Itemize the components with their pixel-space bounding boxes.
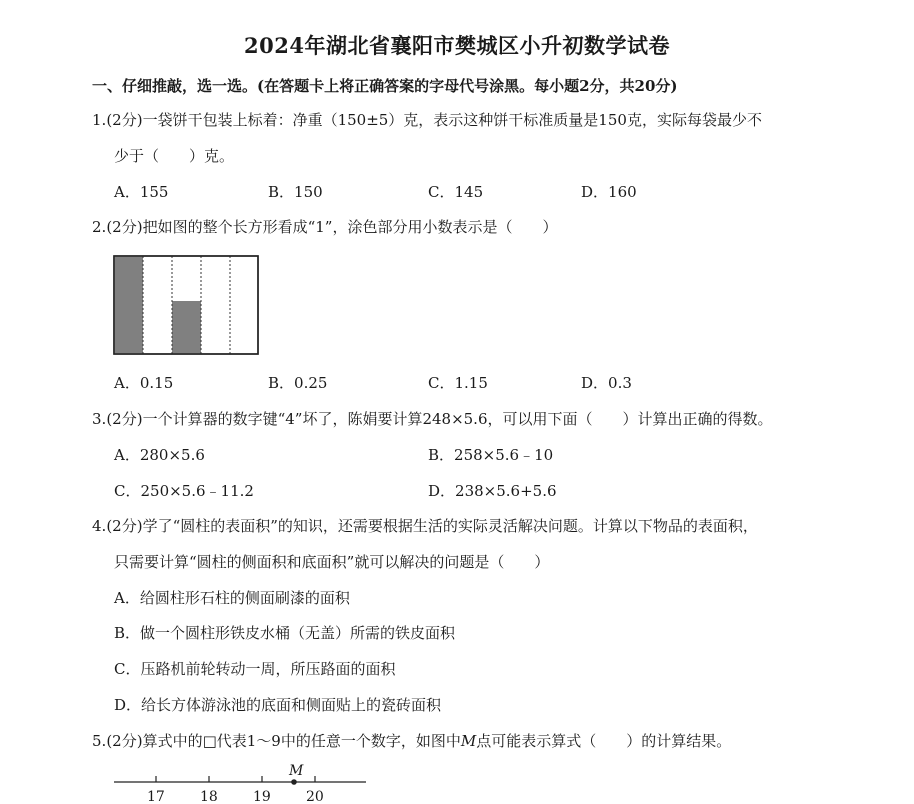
section-heading: 一、仔细推敲，选一选。(在答题卡上将正确答案的字母代号涂黑。每小题2分，共20分) bbox=[92, 77, 678, 95]
question-number: 3. bbox=[92, 410, 107, 428]
question-score: (2分) bbox=[106, 218, 143, 236]
question-number: 1. bbox=[92, 111, 107, 129]
question-text: 把如图的整个长方形看成“1”，涂色部分用小数表示是（ ） bbox=[142, 218, 558, 236]
page-title: 2024年湖北省襄阳市樊城区小升初数学试卷 bbox=[244, 33, 670, 58]
question-score: (2分) bbox=[106, 732, 143, 750]
q2-option-b[interactable]: B．0.25 bbox=[268, 374, 328, 392]
question-number: 4. bbox=[92, 517, 107, 535]
tick-label-17: 17 bbox=[147, 789, 165, 804]
q2-option-a[interactable]: A．0.15 bbox=[114, 374, 174, 392]
tick-label-20: 20 bbox=[306, 789, 324, 804]
question-number: 5. bbox=[92, 732, 107, 750]
question-number: 2. bbox=[92, 218, 107, 236]
point-m-dot bbox=[291, 779, 297, 785]
question-text: 一个计算器的数字键“4”坏了，陈娟要计算248×5.6，可以用下面（ ）计算出正确的得数。 bbox=[142, 410, 773, 428]
q2-option-c[interactable]: C．1.15 bbox=[428, 374, 488, 392]
q4-option-d[interactable]: D．给长方体游泳池的底面和侧面贴上的瓷砖面积 bbox=[114, 696, 442, 714]
tick-label-19: 19 bbox=[253, 789, 271, 804]
q3-option-c[interactable]: C．250×5.6﹣11.2 bbox=[114, 482, 254, 500]
q2-option-d[interactable]: D．0.3 bbox=[581, 374, 632, 392]
q3-option-b[interactable]: B．258×5.6﹣10 bbox=[428, 446, 554, 464]
question-text: 学了“圆柱的表面积”的知识，还需要根据生活的实际灵活解决问题。计算以下物品的表面积， bbox=[142, 517, 758, 535]
question-text: 一袋饼干包装上标着：净重（150±5）克，表示这种饼干标准质量是150克，实际每袋最少不 bbox=[142, 111, 762, 129]
q1-option-c[interactable]: C．145 bbox=[428, 183, 484, 201]
point-m-label: M bbox=[289, 763, 304, 779]
tick-label-18: 18 bbox=[200, 789, 218, 804]
q1-option-b[interactable]: B．150 bbox=[268, 183, 323, 201]
q3-option-a[interactable]: A．280×5.6 bbox=[114, 446, 205, 464]
q1-option-a[interactable]: A．155 bbox=[114, 183, 169, 201]
question-score: (2分) bbox=[106, 517, 143, 535]
question-score: (2分) bbox=[106, 111, 143, 129]
q4-option-c[interactable]: C．压路机前轮转动一周，所压路面的面积 bbox=[114, 660, 396, 678]
question-text: 算式中的□代表1～9中的任意一个数字，如图中 bbox=[142, 732, 461, 750]
question-score: (2分) bbox=[106, 410, 143, 428]
q4-option-b[interactable]: B．做一个圆柱形铁皮水桶（无盖）所需的铁皮面积 bbox=[114, 624, 456, 642]
question-4-line-2: 只需要计算“圆柱的侧面积和底面积”就可以解决的问题是（ ） bbox=[114, 553, 550, 571]
point-m-ref: M bbox=[460, 732, 477, 750]
q1-option-d[interactable]: D．160 bbox=[581, 183, 637, 201]
question-1-line-2: 少于（ ）克。 bbox=[114, 147, 235, 165]
q3-option-d[interactable]: D．238×5.6+5.6 bbox=[428, 482, 557, 500]
q4-option-a[interactable]: A．给圆柱形石柱的侧面刷漆的面积 bbox=[114, 589, 350, 607]
question-text: 点可能表示算式（ ）的计算结果。 bbox=[476, 732, 732, 750]
